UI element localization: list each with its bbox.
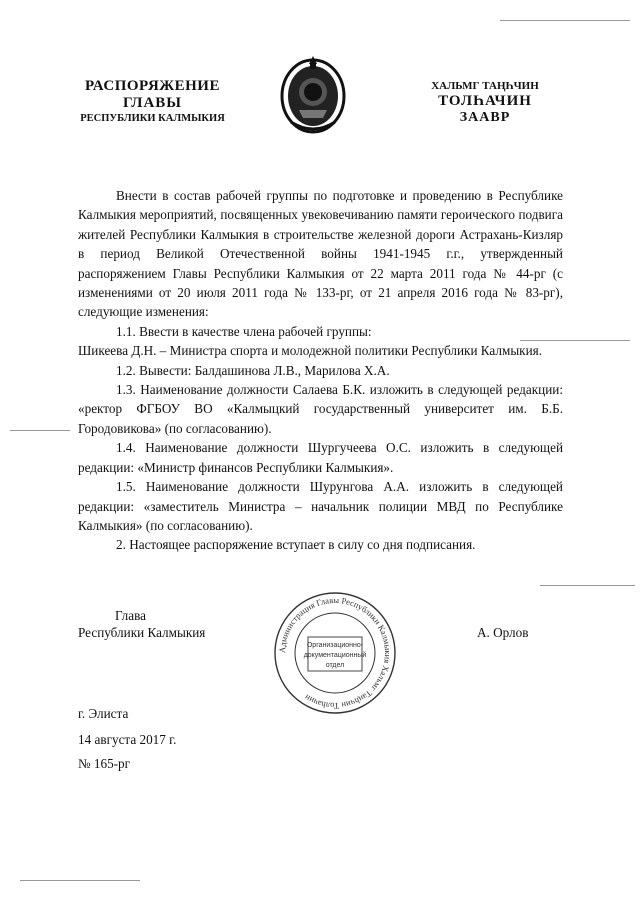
official-stamp — [272, 590, 398, 716]
stamp-inner-line: отдел — [325, 662, 345, 669]
kalmykia-coat-of-arms-icon — [277, 50, 349, 136]
order-item: 1.2. Вывести: Балдашинова Л.В., Марилова Х.А. — [116, 362, 390, 378]
issue-date: 14 августа 2017 г. — [78, 732, 177, 747]
document-number: № 165-рг — [78, 756, 131, 771]
signatory-subtitle: Республики Калмыкия — [78, 625, 206, 640]
issue-place: г. Элиста — [78, 706, 129, 721]
signatory-title: Глава — [115, 608, 146, 623]
order-item: 1.1. Ввести в качестве члена рабочей группы: — [116, 323, 372, 339]
order-intro-paragraph: Внести в состав рабочей группы по подготовке и проведению в Республике Калмыкия мероприятий, посвященных увековечиванию памяти героического подвига жителей Республики Калмыкия в строительстве железной дороги Астрахань-Кизляр в период Великой Отечественной войны 1941-1945 г.г., утвержденный распоряжением Главы Республики Калмыкия от 22 марта 2011 года № 44-рг (с изменениями от 20 июля 2011 года № 133-рг, от 21 апреля 2016 года № 83-рг), следующие изменения: — [78, 188, 563, 320]
order-item: 1.3. Наименование должности Салаева Б.К. изложить в следующей редакции: «ректор ФГБОУ ВО «Калмыцкий государственный университет им. Б.Б. Городовикова» (по согласованию). — [78, 382, 563, 436]
scan-artifact-line — [540, 585, 635, 586]
doc-issuer-title-kalmyk: ХАЛЬМГ ТАҢҺЧИН — [431, 80, 539, 92]
scan-artifact-line — [520, 340, 630, 341]
order-item: Шикеева Д.Н. – Министра спорта и молодежной политики Республики Калмыкия. — [78, 343, 543, 359]
doc-issuer-title: ГЛАВЫ — [122, 95, 183, 112]
header-left-block — [70, 78, 235, 125]
doc-type-title-kalmyk: ЗААВР — [459, 109, 511, 125]
stamp-inner-line: Организационно- — [306, 642, 364, 649]
stamp-inner-line: документационный — [303, 652, 367, 659]
stamp-outer-text: Администрация Главы Республики Калмыкия Хальмг Таңһчин Толһачин — [276, 594, 394, 712]
scan-artifact-line — [500, 20, 630, 21]
doc-republic-title: РЕСПУБЛИКИ КАЛМЫКИЯ — [80, 112, 225, 124]
order-item: 1.4. Наименование должности Шургучеева О.С. изложить в следующей редакции: «Министр финансов Республики Калмыкия». — [78, 440, 563, 475]
scan-artifact-line — [10, 430, 70, 431]
order-item: 2. Настоящее распоряжение вступает в силу со дня подписания. — [116, 537, 476, 553]
order-item: 1.5. Наименование должности Шурунгова А.А. изложить в следующей редакции: «заместитель Министра – начальник полиции МВД по Республике Калмыкия» (по согласованию). — [78, 479, 563, 533]
order-body — [78, 186, 563, 555]
header-right-block — [405, 80, 565, 126]
signatory-name: А. Орлов — [477, 625, 529, 640]
doc-type-title: РАСПОРЯЖЕНИЕ — [85, 78, 220, 94]
scan-artifact-line — [20, 880, 140, 881]
doc-head-title-kalmyk: ТОЛҺАЧИН — [438, 92, 532, 109]
